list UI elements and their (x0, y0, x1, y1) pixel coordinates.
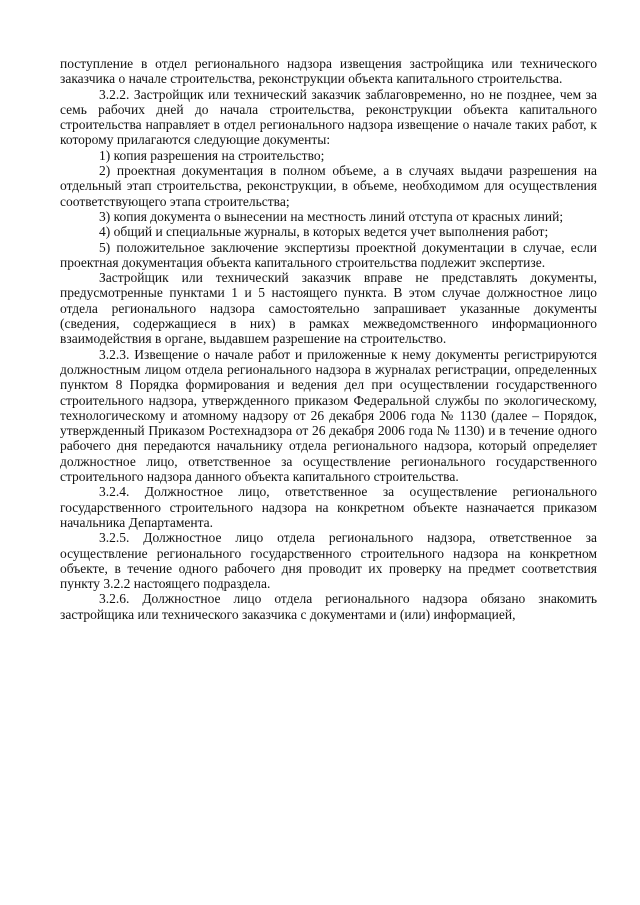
list-item-3: 3) копия документа о вынесении на местность линий отступа от красных линий; (99, 208, 564, 224)
document-page (60, 56, 597, 622)
list-item-4: 4) общий и специальные журналы, в которых ведется учет выполнения работ; (99, 224, 549, 240)
list-item-2: 2) проектная документация в полном объеме, а в случаях выдачи разрешения на отдельный этап строительства, реконструкции, в объеме, необходимом для осуществления соответствующего этапа строительства; (60, 163, 597, 209)
paragraph-3-2-2: 3.2.2. Застройщик или технический заказчик заблаговременно, но не позднее, чем за семь рабочих дней до начала строительства, реконструкции объекта капитального строительства направляет в отдел регионального надзора извещение о начале таких работ, к которому прилагаются следующие документы: (60, 86, 597, 148)
paragraph-optional-documents: Застройщик или технический заказчик вправе не представлять документы, предусмотренные пунктами 1 и 5 настоящего пункта. В этом случае должностное лицо отдела регионального надзора самостоятельно запрашивает указанные документы (сведения, содержащиеся в них) в рамках межведомственного информационного взаимодействия в органе, выдавшем разрешение на строительство. (60, 270, 597, 347)
paragraph-3-2-4: 3.2.4. Должностное лицо, ответственное за осуществление регионального государственного строительного надзора на конкретном объекте назначается приказом начальника Департамента. (60, 484, 597, 530)
paragraph-3-2-5: 3.2.5. Должностное лицо отдела регионального надзора, ответственное за осуществление регионального государственного строительного надзора на конкретном объекте, в течение одного рабочего дня проводит их проверку на предмет соответствия пункту 3.2.2 настоящего подраздела. (60, 530, 597, 592)
list-item-5: 5) положительное заключение экспертизы проектной документации в случае, если проектная документация объекта капитального строительства подлежит экспертизе. (60, 239, 597, 270)
paragraph-3-2-3: 3.2.3. Извещение о начале работ и приложенные к нему документы регистрируются должностным лицом отдела регионального надзора в журналах регистрации, определенных пунктом 8 Порядка формирования и ведения дел при осуществлении государственного строительного надзора, утвержденного приказом Федеральной службы по экологическому, технологическому и атомному надзору от 26 декабря 2006 года № 1130 (далее – Порядок, утвержденный Приказом Ростехнадзора от 26 декабря 2006 года № 1130) и в течение одного рабочего дня передаются начальнику отдела регионального надзора, который определяет должностное лицо, ответственное за осуществление регионального государственного строительного надзора данного объекта капитального строительства. (60, 346, 597, 485)
paragraph-continuation: поступление в отдел регионального надзора извещения застройщика или технического заказчика о начале строительства, реконструкции объекта капитального строительства. (60, 56, 597, 87)
paragraph-3-2-6: 3.2.6. Должностное лицо отдела регионального надзора обязано знакомить застройщика или технического заказчика с документами и (или) информацией, (60, 591, 597, 622)
list-item-1: 1) копия разрешения на строительство; (99, 147, 325, 163)
